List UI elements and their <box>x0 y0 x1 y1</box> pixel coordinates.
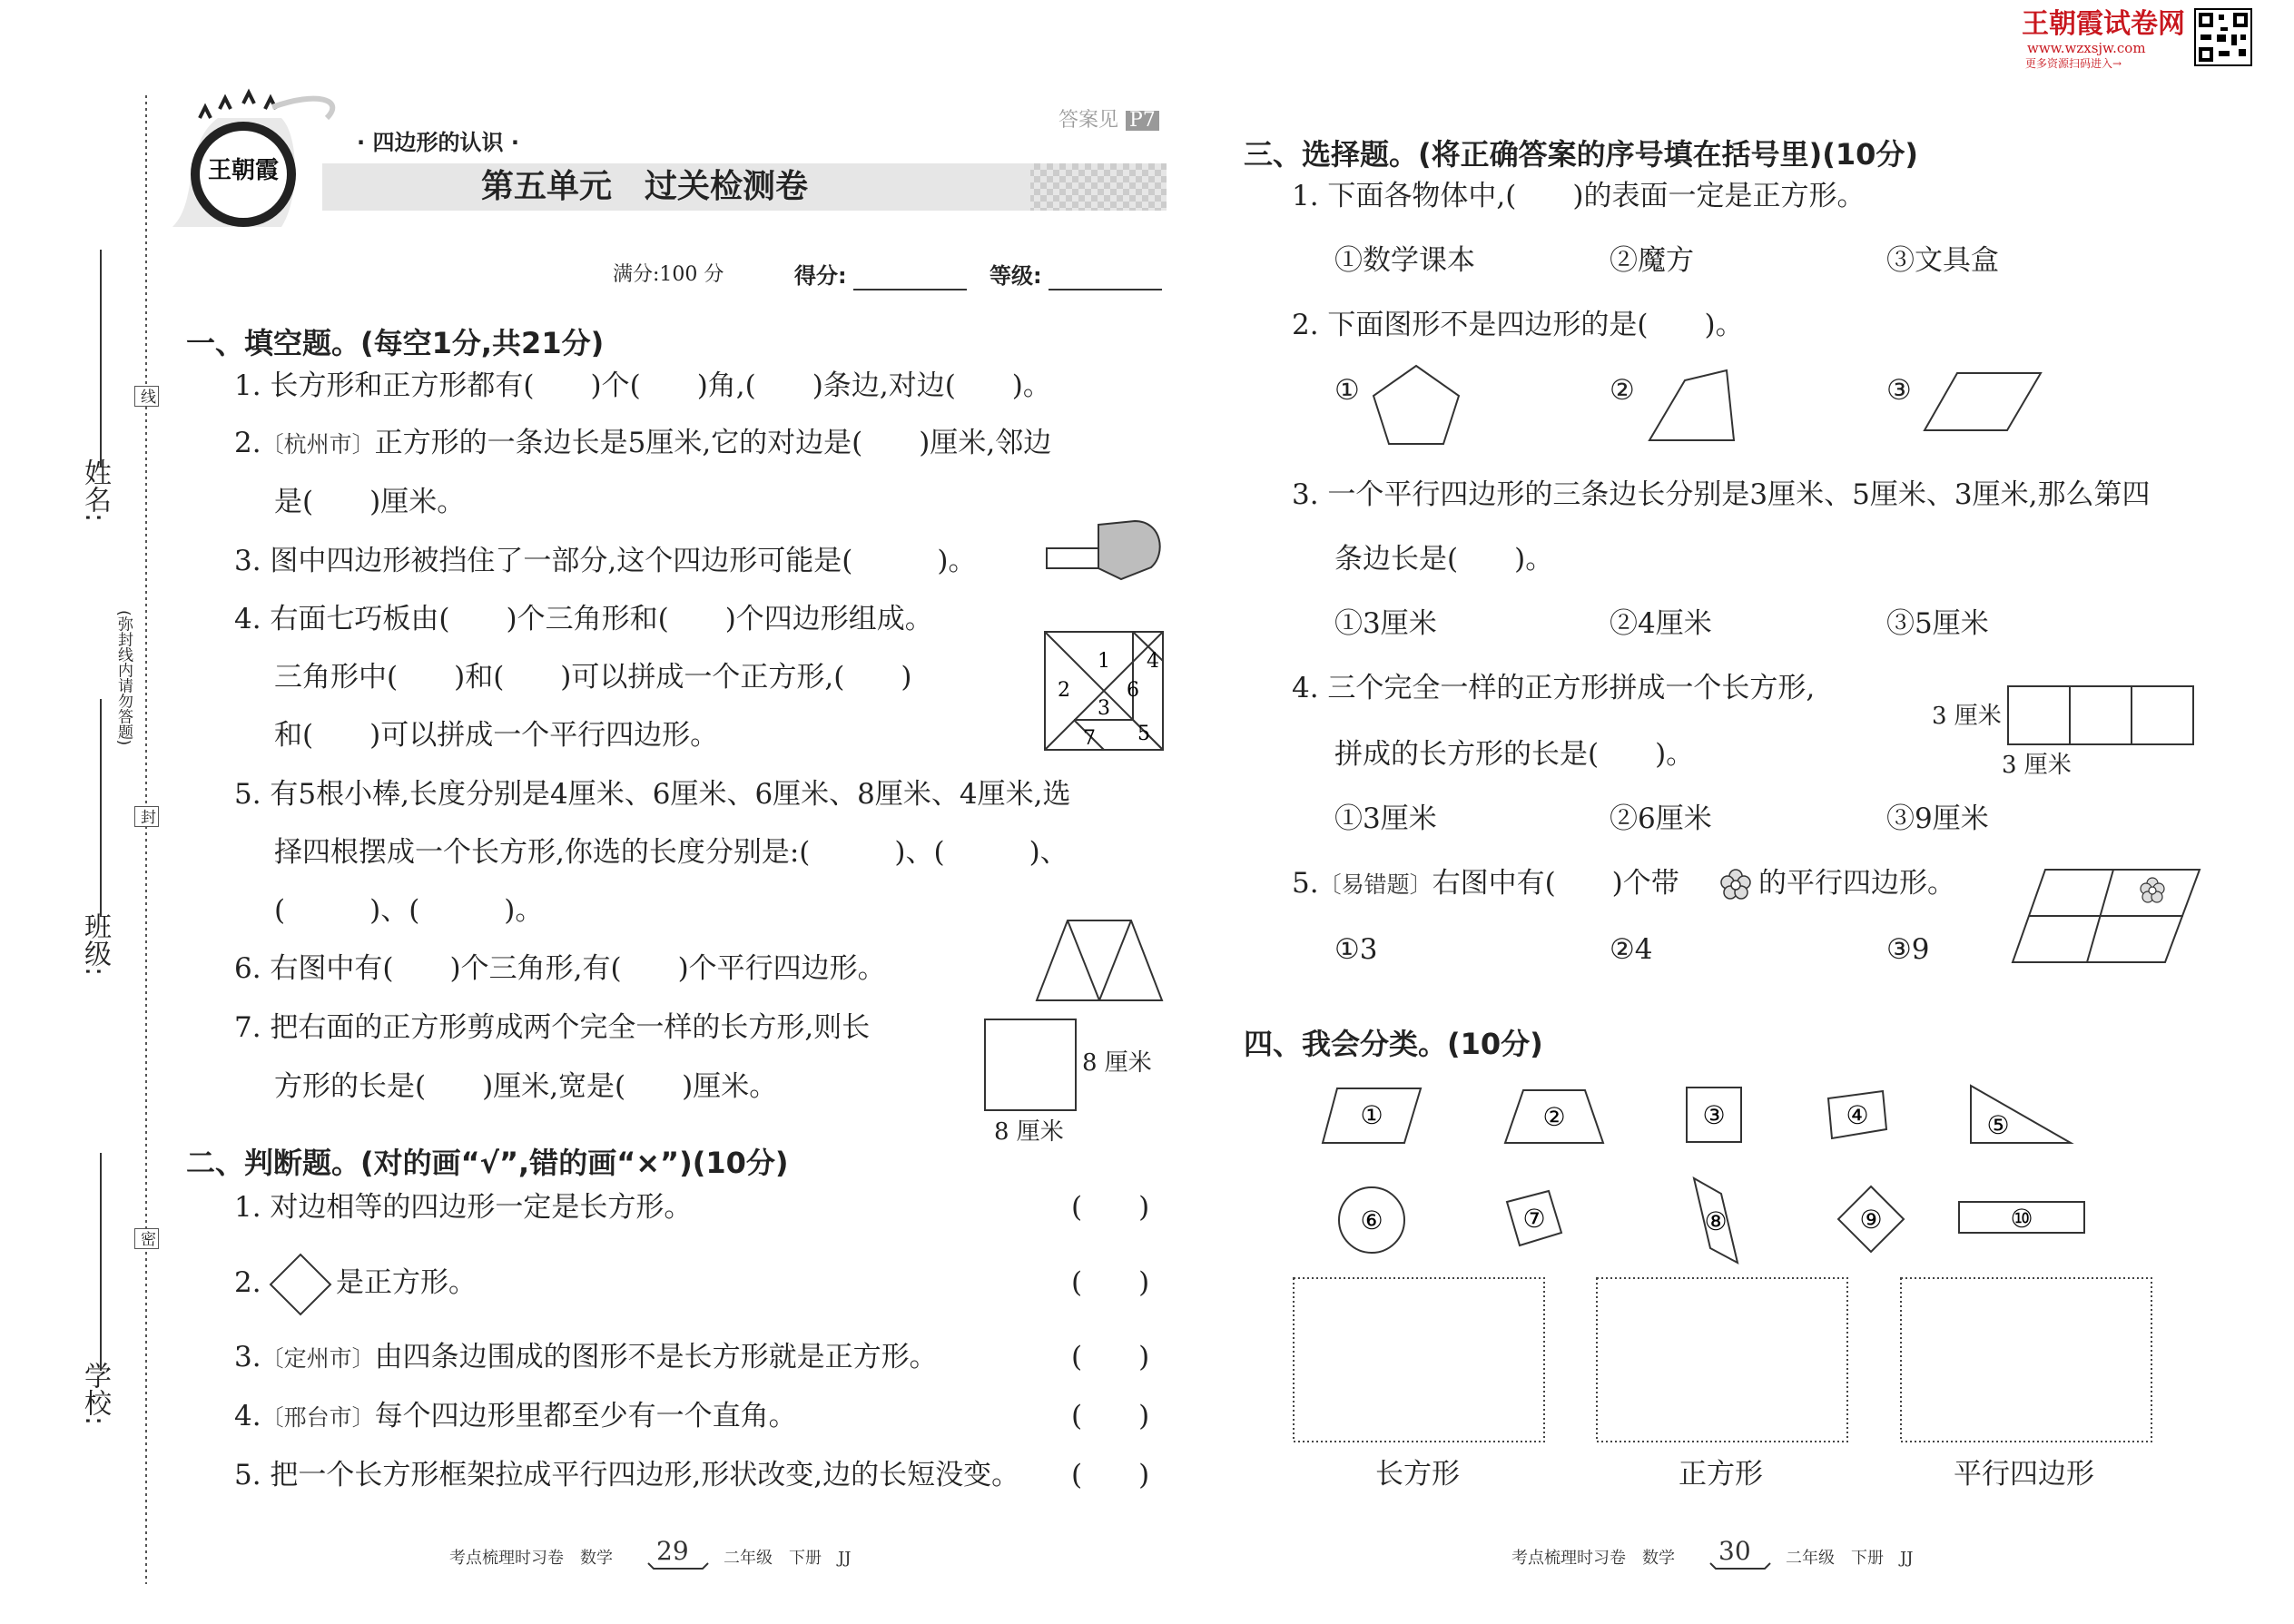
class-line <box>100 699 102 917</box>
sec1-q1: 1. 长方形和正方形都有( )个( )角,( )条边,对边( )。 <box>234 369 1051 402</box>
square-side-label: 8 厘米 <box>1082 1049 1152 1077</box>
score-label: 得分: <box>794 263 847 289</box>
sec1-title: 一、填空题。(每空1分,共21分) <box>186 326 605 360</box>
unit-subtitle: · 四边形的认识 · <box>357 130 519 155</box>
sec2-q1: 1. 对边相等的四边形一定是长方形。 <box>234 1191 693 1224</box>
sec3-q2-mark2[interactable]: ② <box>1610 374 1635 407</box>
sec1-q5-line1: 5. 有5根小棒,长度分别是4厘米、6厘米、6厘米、8厘米、4厘米,选 <box>234 778 1071 811</box>
svg-text:②: ② <box>1542 1102 1566 1132</box>
sec3-q5-end: 的平行四边形。 <box>1758 867 1955 900</box>
tangram-label: 6 <box>1127 679 1139 702</box>
binding-note: (弥封线内请勿答题) <box>114 610 133 746</box>
trapezoid-triangles-figure <box>1035 919 1164 1002</box>
classify-shape-3[interactable] <box>1685 1086 1743 1144</box>
tangram-label: 2 <box>1058 679 1070 702</box>
sec3-q1-opt3[interactable]: ③文具盒 <box>1886 244 1999 277</box>
grade-blank[interactable] <box>1049 289 1162 290</box>
diamond-figure <box>269 1253 332 1316</box>
region-tag: 〔杭州市〕 <box>261 431 375 458</box>
sec3-q4-line2: 拼成的长方形的长是( )。 <box>1334 738 1695 771</box>
tangram-label: 4 <box>1147 650 1159 673</box>
sec3-q3-opt2[interactable]: ②4厘米 <box>1610 607 1712 640</box>
sec1-q2-line2: 是( )厘米。 <box>274 486 466 518</box>
parallelogram-answer-box[interactable] <box>1899 1276 2153 1443</box>
sec3-q1: 1. 下面各物体中,( )的表面一定是正方形。 <box>1292 180 1866 212</box>
exam-title: 第五单元 过关检测卷 <box>481 168 809 205</box>
logo-icon <box>163 91 309 245</box>
classify-shape-7[interactable] <box>1501 1187 1565 1251</box>
classify-shape-10[interactable] <box>1957 1200 2086 1235</box>
footer-left-page: 29 <box>656 1536 689 1566</box>
answer-ref: 答案见 <box>1058 109 1119 132</box>
region-tag: 〔定州市〕 <box>261 1345 375 1372</box>
sec2-q4-answer[interactable]: ( ) <box>1071 1400 1150 1432</box>
name-label: 姓名: <box>79 458 111 523</box>
svg-text:③: ③ <box>1702 1100 1726 1130</box>
sec1-q5-line2: 择四根摆成一个长方形,你选的长度分别是:( )、( )、 <box>274 836 1068 869</box>
pentagon-figure <box>1371 363 1462 447</box>
parallelogram-box-label: 平行四边形 <box>1954 1458 2094 1491</box>
sec3-q2: 2. 下面图形不是四边形的是( )。 <box>1292 309 1744 341</box>
tangram-label: 3 <box>1098 697 1110 720</box>
site-url: www.wzxsjw.com <box>2027 40 2146 56</box>
region-tag: 〔邢台市〕 <box>261 1404 375 1431</box>
question-tag: 〔易错题〕 <box>1318 871 1433 898</box>
sec3-q1-opt1[interactable]: ①数学课本 <box>1334 244 1475 277</box>
classify-shape-1[interactable] <box>1321 1086 1423 1146</box>
svg-text:⑦: ⑦ <box>1522 1204 1546 1234</box>
footer-left-series: 考点梳理时习卷 数学 <box>449 1549 613 1568</box>
sec3-q4-opt1[interactable]: ①3厘米 <box>1334 802 1437 835</box>
quadrilateral-figure <box>1647 368 1738 442</box>
classify-shape-9[interactable] <box>1836 1185 1905 1254</box>
score-blank[interactable] <box>853 289 967 290</box>
sec3-q3-opt1[interactable]: ①3厘米 <box>1334 607 1437 640</box>
rectangle-answer-box[interactable] <box>1292 1276 1546 1443</box>
square-bottom-label: 8 厘米 <box>994 1118 1064 1146</box>
three-squares-figure <box>2006 684 2195 746</box>
sec1-q7-line1: 7. 把右面的正方形剪成两个完全一样的长方形,则长 <box>234 1011 871 1044</box>
footer-left-grade: 二年级 下册 JJ <box>724 1549 852 1568</box>
sec2-q1-answer[interactable]: ( ) <box>1071 1191 1150 1224</box>
svg-text:⑥: ⑥ <box>1360 1206 1383 1235</box>
site-name: 王朝霞试卷网 <box>2022 8 2185 40</box>
sec3-q5-opt3[interactable]: ③9 <box>1886 933 1930 966</box>
grade-label: 等级: <box>989 263 1042 289</box>
sec3-title: 三、选择题。(将正确答案的序号填在括号里)(10分) <box>1244 137 1919 172</box>
footer-right-series: 考点梳理时习卷 数学 <box>1511 1549 1675 1568</box>
qr-code-icon[interactable] <box>2195 9 2251 65</box>
sec3-q5: 5.〔易错题〕右图中有( )个带 <box>1292 867 1679 900</box>
parallelogram-grid-figure <box>2011 867 2201 965</box>
sec3-q3-line2: 条边长是( )。 <box>1334 543 1554 576</box>
hidden-quad-figure <box>1044 517 1167 581</box>
square-box-label: 正方形 <box>1679 1458 1763 1491</box>
sec3-q2-mark1[interactable]: ① <box>1334 374 1360 407</box>
squares-bottom-label: 3 厘米 <box>2002 752 2072 779</box>
svg-text:⑧: ⑧ <box>1704 1206 1728 1236</box>
classify-shape-8[interactable] <box>1690 1176 1741 1266</box>
tangram-label: 1 <box>1098 650 1110 673</box>
sec3-q4-opt3[interactable]: ③9厘米 <box>1886 802 1989 835</box>
classify-shape-6[interactable] <box>1337 1186 1406 1255</box>
sec1-q4-line1: 4. 右面七巧板由( )个三角形和( )个四边形组成。 <box>234 603 933 635</box>
sec1-q3: 3. 图中四边形被挡住了一部分,这个四边形可能是( )。 <box>234 545 977 577</box>
classify-shape-5[interactable] <box>1967 1083 2072 1147</box>
sec2-q5-answer[interactable]: ( ) <box>1071 1459 1150 1491</box>
sec2-q3-answer[interactable]: ( ) <box>1071 1341 1150 1373</box>
svg-text:⑩: ⑩ <box>2010 1204 2033 1234</box>
classify-shape-2[interactable] <box>1503 1088 1605 1146</box>
answer-page: P7 <box>1126 111 1159 131</box>
footer-right-page: 30 <box>1718 1536 1751 1566</box>
classify-shape-4[interactable] <box>1823 1089 1888 1140</box>
sec4-title: 四、我会分类。(10分) <box>1244 1027 1543 1061</box>
tangram-figure <box>1044 631 1164 751</box>
sec2-q3: 3.〔定州市〕由四条边围成的图形不是长方形就是正方形。 <box>234 1341 938 1373</box>
sec1-q6: 6. 右图中有( )个三角形,有( )个平行四边形。 <box>234 952 886 985</box>
sec1-q4-line3: 和( )可以拼成一个平行四边形。 <box>274 719 719 752</box>
binding-dotted-line <box>145 95 147 1584</box>
sec1-q5-line3: ( )、( )。 <box>274 894 544 927</box>
svg-text:⑤: ⑤ <box>1986 1110 2010 1140</box>
site-slogan: 更多资源扫码进入→ <box>2025 57 2122 70</box>
sec3-q4-opt2[interactable]: ②6厘米 <box>1610 802 1712 835</box>
fold-mark-secret: 密 <box>134 1228 159 1249</box>
sec2-q2-pre: 2. <box>234 1266 261 1299</box>
fold-mark-seal: 封 <box>134 806 159 827</box>
square-answer-box[interactable] <box>1595 1276 1849 1443</box>
tangram-label: 7 <box>1083 727 1096 750</box>
sec1-q7-line2: 方形的长是( )厘米,宽是( )厘米。 <box>274 1070 778 1103</box>
sec2-q2-answer[interactable]: ( ) <box>1071 1266 1150 1299</box>
parallelogram-figure <box>1923 370 2043 434</box>
fold-mark-line: 线 <box>134 386 159 407</box>
sec3-q3-opt3[interactable]: ③5厘米 <box>1886 607 1989 640</box>
sec3-q2-mark3[interactable]: ③ <box>1886 374 1912 407</box>
sec3-q5-opt1[interactable]: ①3 <box>1334 933 1378 966</box>
full-score: 满分:100 分 <box>613 263 724 286</box>
sec3-q3-line1: 3. 一个平行四边形的三条边长分别是3厘米、5厘米、3厘米,那么第四 <box>1292 478 2151 511</box>
svg-text:④: ④ <box>1846 1100 1869 1130</box>
flower-icon <box>1718 867 1753 901</box>
sec2-q4: 4.〔邢台市〕每个四边形里都至少有一个直角。 <box>234 1400 797 1432</box>
school-label: 学校: <box>79 1362 111 1426</box>
class-label: 班级: <box>79 912 111 977</box>
footer-right-grade: 二年级 下册 JJ <box>1786 1549 1914 1568</box>
square-figure <box>983 1018 1078 1112</box>
name-line <box>100 250 102 468</box>
sec1-q2-line1: 2.〔杭州市〕正方形的一条边长是5厘米,它的对边是( )厘米,邻边 <box>234 427 1052 459</box>
sec2-q5: 5. 把一个长方形框架拉成平行四边形,形状改变,边的长短没变。 <box>234 1459 1020 1491</box>
tangram-label: 5 <box>1137 723 1150 745</box>
rectangle-box-label: 长方形 <box>1375 1458 1460 1491</box>
logo-text: 王朝霞 <box>207 157 280 184</box>
school-line <box>100 1153 102 1371</box>
sec2-title: 二、判断题。(对的画“√”,错的画“×”)(10分) <box>186 1146 789 1180</box>
sec3-q1-opt2[interactable]: ②魔方 <box>1610 244 1694 277</box>
sec1-q4-line2: 三角形中( )和( )可以拼成一个正方形,( ) <box>274 661 912 694</box>
sec3-q4-line1: 4. 三个完全一样的正方形拼成一个长方形, <box>1292 672 1816 704</box>
page-bracket <box>1708 1563 1772 1570</box>
svg-text:①: ① <box>1360 1100 1383 1130</box>
sec3-q5-opt2[interactable]: ②4 <box>1610 933 1653 966</box>
page-bracket <box>646 1563 710 1570</box>
sec2-q2: 是正方形。 <box>336 1266 477 1299</box>
squares-side-label: 3 厘米 <box>1932 703 2002 730</box>
svg-text:⑨: ⑨ <box>1859 1205 1883 1235</box>
